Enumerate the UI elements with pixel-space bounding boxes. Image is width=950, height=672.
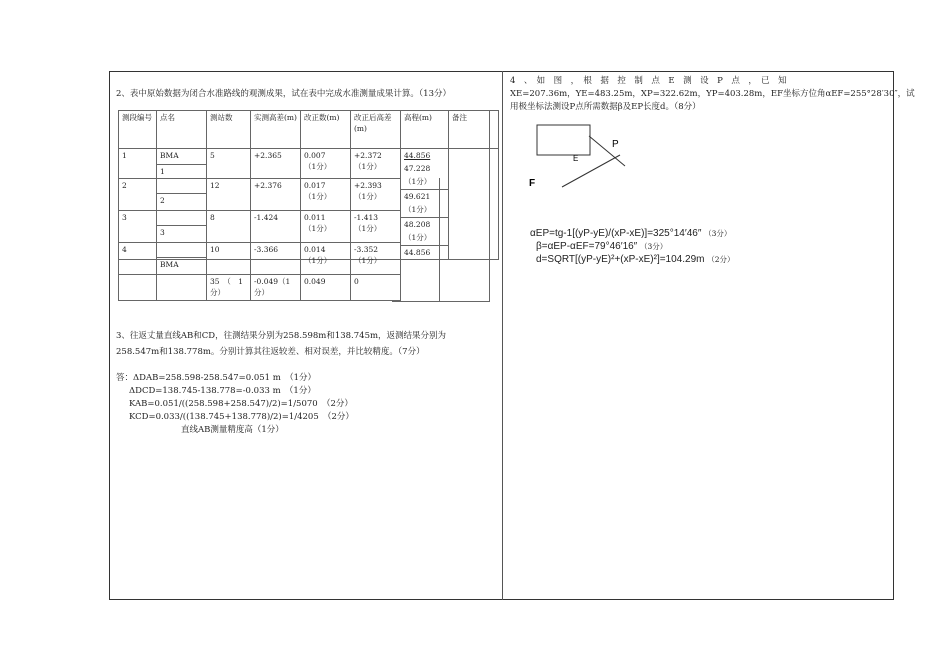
correction-value: 0.017 xyxy=(304,181,326,190)
score: （1分） xyxy=(354,224,382,233)
q3-answer-line: KAB=0.051/((258.598+258.547)/2)=1/5070 （2分） xyxy=(129,399,353,409)
segment-no: 1 xyxy=(119,149,157,260)
score: （1分） xyxy=(304,224,332,233)
point-name: BMA xyxy=(157,257,206,274)
point-name-cell xyxy=(157,179,207,211)
score: （1分） xyxy=(401,203,448,218)
header-stations: 测站数 xyxy=(207,111,251,149)
q3-prompt-line1: 3、往返丈量直线AB和CD，往测结果分别为258.598m和138.745m，返测结果分别为 xyxy=(116,331,447,341)
adjusted-value: -1.413 xyxy=(354,213,379,222)
line-ep xyxy=(589,136,625,166)
formula-line xyxy=(536,241,667,253)
sum-dh: -0.049（1分） xyxy=(251,275,301,301)
formula-beta: β=αEP-αEF=79°46′16″ xyxy=(536,241,638,252)
station-count: 10 xyxy=(207,243,251,275)
label-e: E xyxy=(573,154,579,163)
sum-correction: 0.049 xyxy=(301,275,351,301)
score: （3分） xyxy=(704,229,732,238)
score: （1分） xyxy=(354,162,382,171)
score: （1分） xyxy=(304,256,332,265)
header-point-name: 点名 xyxy=(157,111,207,149)
elevation-value: 44.856 xyxy=(404,151,431,160)
header-measured-dh: 实测高差(m) xyxy=(251,111,301,149)
header-elevation: 高程(m) xyxy=(401,111,449,149)
point-name: 3 xyxy=(157,225,206,242)
measured-dh: +2.365 xyxy=(251,149,301,260)
correction-value: 0.014 xyxy=(304,245,326,254)
point-name-cell xyxy=(157,211,207,243)
measured-dh: -3.366 xyxy=(251,243,301,275)
segment-no: 3 xyxy=(119,211,157,243)
sum-row-blank xyxy=(157,275,207,301)
survey-diagram xyxy=(510,118,670,198)
elevation-value: 47.228 xyxy=(404,164,431,173)
measured-dh: -1.424 xyxy=(251,211,301,243)
elevation-value: 48.208 xyxy=(404,220,431,229)
adjusted-value: +2.372 xyxy=(354,151,382,160)
point-name: 1 xyxy=(160,167,165,176)
segment-no: 4 xyxy=(119,243,157,275)
point-name: 2 xyxy=(157,193,206,210)
q4-prompt-line3: 用极坐标法测设P点所需数据β及EP长度d。（8分） xyxy=(510,102,701,112)
header-segment-no: 测段编号 xyxy=(119,111,157,149)
score: （3分） xyxy=(640,242,668,251)
q3-prompt-line2: 258.547m和138.778m。分别计算其往返较差、相对误差，并比较精度。（7分） xyxy=(116,347,425,357)
score: （1分） xyxy=(401,175,448,190)
score: （2分） xyxy=(707,255,735,264)
score: （1分） xyxy=(304,162,332,171)
formula-distance: d=SQRT[(yP-yE)²+(xP-xE)²]=104.29m xyxy=(536,254,705,265)
elevation-column-bottom xyxy=(392,178,440,302)
label-f: F xyxy=(529,178,536,189)
sum-stations: 35 （ 1分） xyxy=(207,275,251,301)
station-count: 8 xyxy=(207,211,251,243)
formula-line xyxy=(536,254,735,266)
leveling-table-continued xyxy=(118,178,401,301)
header-remarks: 备注 xyxy=(449,111,499,149)
sum-adjusted: 0 xyxy=(351,275,401,301)
score: （1分） xyxy=(401,231,448,246)
adjusted-value: +2.393 xyxy=(354,181,382,190)
correction-value: 0.011 xyxy=(304,213,326,222)
correction-cell xyxy=(301,179,351,211)
score: （1分） xyxy=(354,256,382,265)
elevation-value: 44.856 xyxy=(404,248,431,257)
q2-prompt: 2、表中原始数据为闭合水准路线的观测成果，试在表中完成水准测量成果计算。（13分） xyxy=(116,89,451,99)
header-adjusted-dh: 改正后高差(m) xyxy=(351,111,401,149)
header-correction: 改正数(m) xyxy=(301,111,351,149)
q3-answer-line: ΔDCD=138.745-138.778=-0.033 m （1分） xyxy=(129,386,316,396)
label-p: P xyxy=(612,139,619,150)
adjusted-value: -3.352 xyxy=(354,245,379,254)
point-name-cell xyxy=(157,243,207,275)
sum-row-blank xyxy=(119,275,157,301)
formula-azimuth-ep: αEP=tg-1[(yP-yE)/(xP-xE)]=325°14′46″ xyxy=(530,228,702,239)
measured-dh: +2.376 xyxy=(251,179,301,211)
column-divider xyxy=(502,71,503,600)
elevation-value: 49.621 xyxy=(404,192,431,201)
q3-answer-line: 直线AB测量精度高（1分） xyxy=(181,425,284,435)
correction-value: 0.007 xyxy=(304,151,326,160)
q4-prompt-line2: XE=207.36m，YE=483.25m，XP=322.62m，YP=403.28m，EF坐标方位角αEF=255°28′30″，试 xyxy=(510,89,915,99)
remarks-column-border xyxy=(440,110,490,302)
building-outline xyxy=(537,125,590,155)
station-count: 12 xyxy=(207,179,251,211)
station-count: 5 xyxy=(207,149,251,260)
q4-prompt-line1: 4 、 如 图 ， 根 据 控 制 点 E 测 设 P 点 ， 已 知 xyxy=(510,76,787,86)
score: （1分） xyxy=(304,192,332,201)
q3-answer-line: KCD=0.033/((138.745+138.778)/2)=1/4205 （2分） xyxy=(129,412,354,422)
point-name: BMA xyxy=(157,149,206,165)
line-ef xyxy=(562,155,620,187)
correction-cell xyxy=(301,243,351,275)
q3-answer-line: 答：ΔDAB=258.598-258.547=0.051 m （1分） xyxy=(116,373,317,383)
score: （1分） xyxy=(354,192,382,201)
formula-line xyxy=(530,228,731,240)
correction-cell xyxy=(301,211,351,243)
segment-no: 2 xyxy=(119,179,157,211)
